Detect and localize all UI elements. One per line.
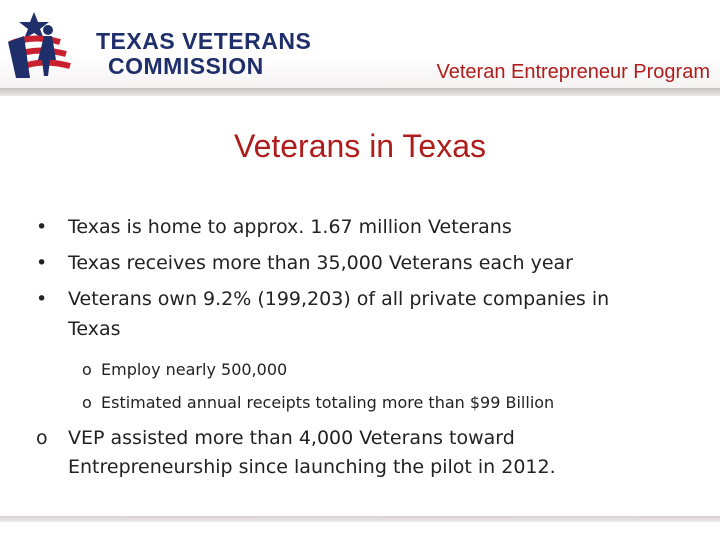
bullet-text: VEP assisted more than 4,000 Veterans toward (68, 427, 515, 449)
bullet-text: Texas receives more than 35,000 Veterans each year (68, 252, 573, 274)
program-title: Veteran Entrepreneur Program (436, 61, 710, 83)
slide-title: Veterans in Texas (233, 128, 486, 164)
bullet-marker: • (36, 252, 48, 274)
flag-star-emblem-icon (4, 8, 84, 82)
sub-bullet-text: Employ nearly 500,000 (101, 360, 288, 379)
sub-bullet-marker: o (82, 360, 92, 379)
bullet-text: Texas (68, 318, 121, 340)
bullet-text: Entrepreneurship since launching the pilot in 2012. (68, 456, 556, 478)
bullet-text: Texas is home to approx. 1.67 million Veterans (68, 216, 512, 238)
logo (4, 8, 312, 82)
header-divider (0, 88, 720, 96)
footer-divider (0, 516, 720, 522)
sub-bullet-marker: o (82, 393, 92, 412)
bullet-marker: • (36, 288, 48, 310)
sub-bullet-text: Estimated annual receipts totaling more than $99 Billion (101, 393, 555, 412)
bullet-text: Veterans own 9.2% (199,203) of all private companies in (68, 288, 610, 310)
bullet-marker: o (36, 427, 48, 449)
org-name-line2: COMMISSION (108, 53, 264, 79)
org-name-line1: TEXAS VETERANS (96, 28, 312, 54)
bullet-marker: • (36, 216, 48, 238)
